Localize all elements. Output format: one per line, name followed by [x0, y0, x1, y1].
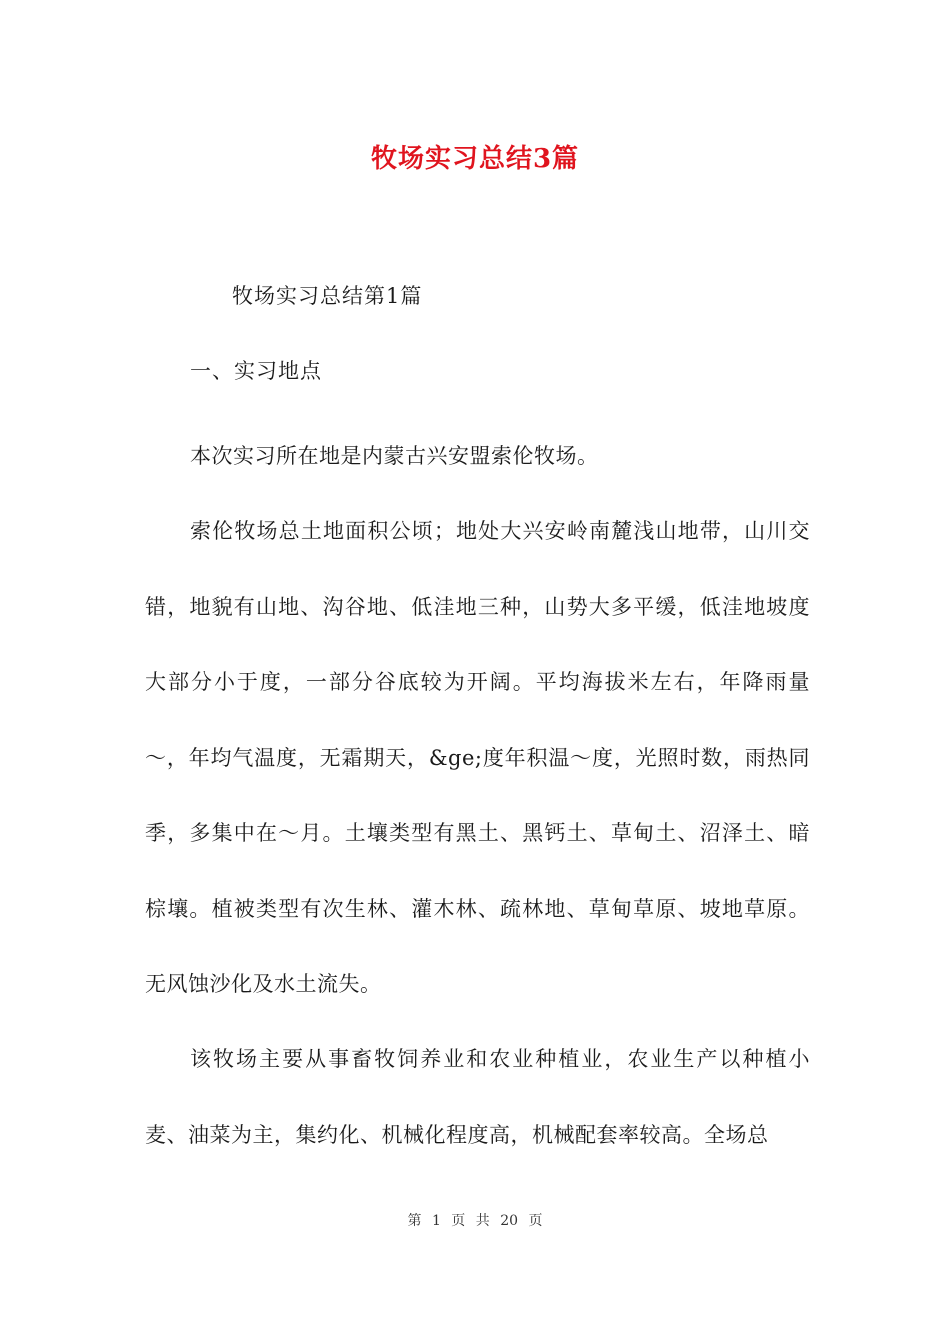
section-title: 牧场实习总结第1篇: [232, 284, 423, 308]
section-heading: 一、实习地点: [190, 359, 322, 383]
document-title: 牧场实习总结3篇: [370, 144, 580, 174]
paragraph-operations: 该牧场主要从事畜牧饲养业和农业种植业，农业生产以种植小麦、油菜为主，集约化、机械化程度高，机械配套率较高。全场总: [145, 1047, 810, 1147]
paragraph-description: 索伦牧场总土地面积公顷；地处大兴安岭南麓浅山地带，山川交错，地貌有山地、沟谷地、低洼地三种，山势大多平缓，低洼地坡度大部分小于度，一部分谷底较为开阔。平均海拔米左右，年降雨量～，年均气温度，无霜期天，&ge;度年积温～度，光照时数，雨热同季，多集中在～月。土壤类型有黑土、黑钙土、草甸土、沼泽土、暗棕壤。植被类型有次生林、灌木林、疏林地、草甸草原、坡地草原。无风蚀沙化及水土流失。: [145, 519, 810, 996]
paragraph-location: 本次实习所在地是内蒙古兴安盟索伦牧场。: [190, 444, 599, 468]
page-number-footer: 第 1 页 共 20 页: [407, 1213, 543, 1229]
